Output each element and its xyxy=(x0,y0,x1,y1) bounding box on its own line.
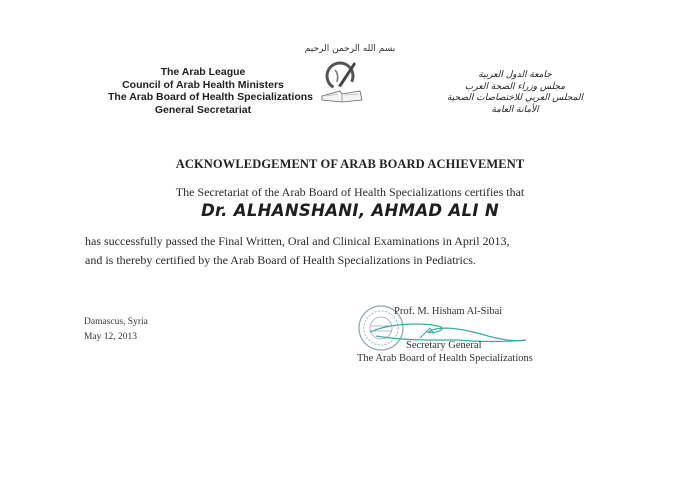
header-english-line: The Arab Board of Health Specializations xyxy=(108,91,313,103)
header-english-line: General Secretariat xyxy=(154,103,252,116)
certificate-body-line: has successfully passed the Final Written, Oral and Clinical Examinations in April 2013, xyxy=(85,234,510,248)
certificate-body-line: and is thereby certified by the Arab Board of Health Specializations in Pediatrics. xyxy=(85,253,476,267)
header-arabic-line: الأمانة العامة xyxy=(491,104,539,115)
basmala: بسم الله الرحمن الرحيم xyxy=(304,44,396,54)
recipient-name: Dr. ALHANSHANI, AHMAD ALI N xyxy=(201,201,499,220)
arab-board-emblem-icon xyxy=(316,58,368,104)
header-arabic xyxy=(440,70,590,116)
header-arabic-line: المجلس العربي للاختصاصات الصحية xyxy=(446,93,584,103)
header-english-line: Council of Arab Health Ministers xyxy=(122,78,284,91)
header-arabic-line: جامعة الدول العربية xyxy=(478,70,552,80)
header-arabic-line: مجلس وزراء الصحة العرب xyxy=(464,81,566,92)
signer-organization: The Arab Board of Health Specializations xyxy=(357,353,533,364)
certificate-intro: The Secretariat of the Arab Board of Health Specializations certifies that xyxy=(175,185,525,199)
header-english-line: The Arab League xyxy=(160,66,246,78)
issue-place: Damascus, Syria xyxy=(84,317,148,327)
issue-date: May 12, 2013 xyxy=(84,332,138,342)
signer-name: Prof. M. Hisham Al-Sibai xyxy=(394,306,503,317)
header-english xyxy=(108,66,313,116)
signer-role: Secretary General xyxy=(406,340,482,351)
certificate-title: ACKNOWLEDGEMENT OF ARAB BOARD ACHIEVEMENT xyxy=(175,157,525,171)
